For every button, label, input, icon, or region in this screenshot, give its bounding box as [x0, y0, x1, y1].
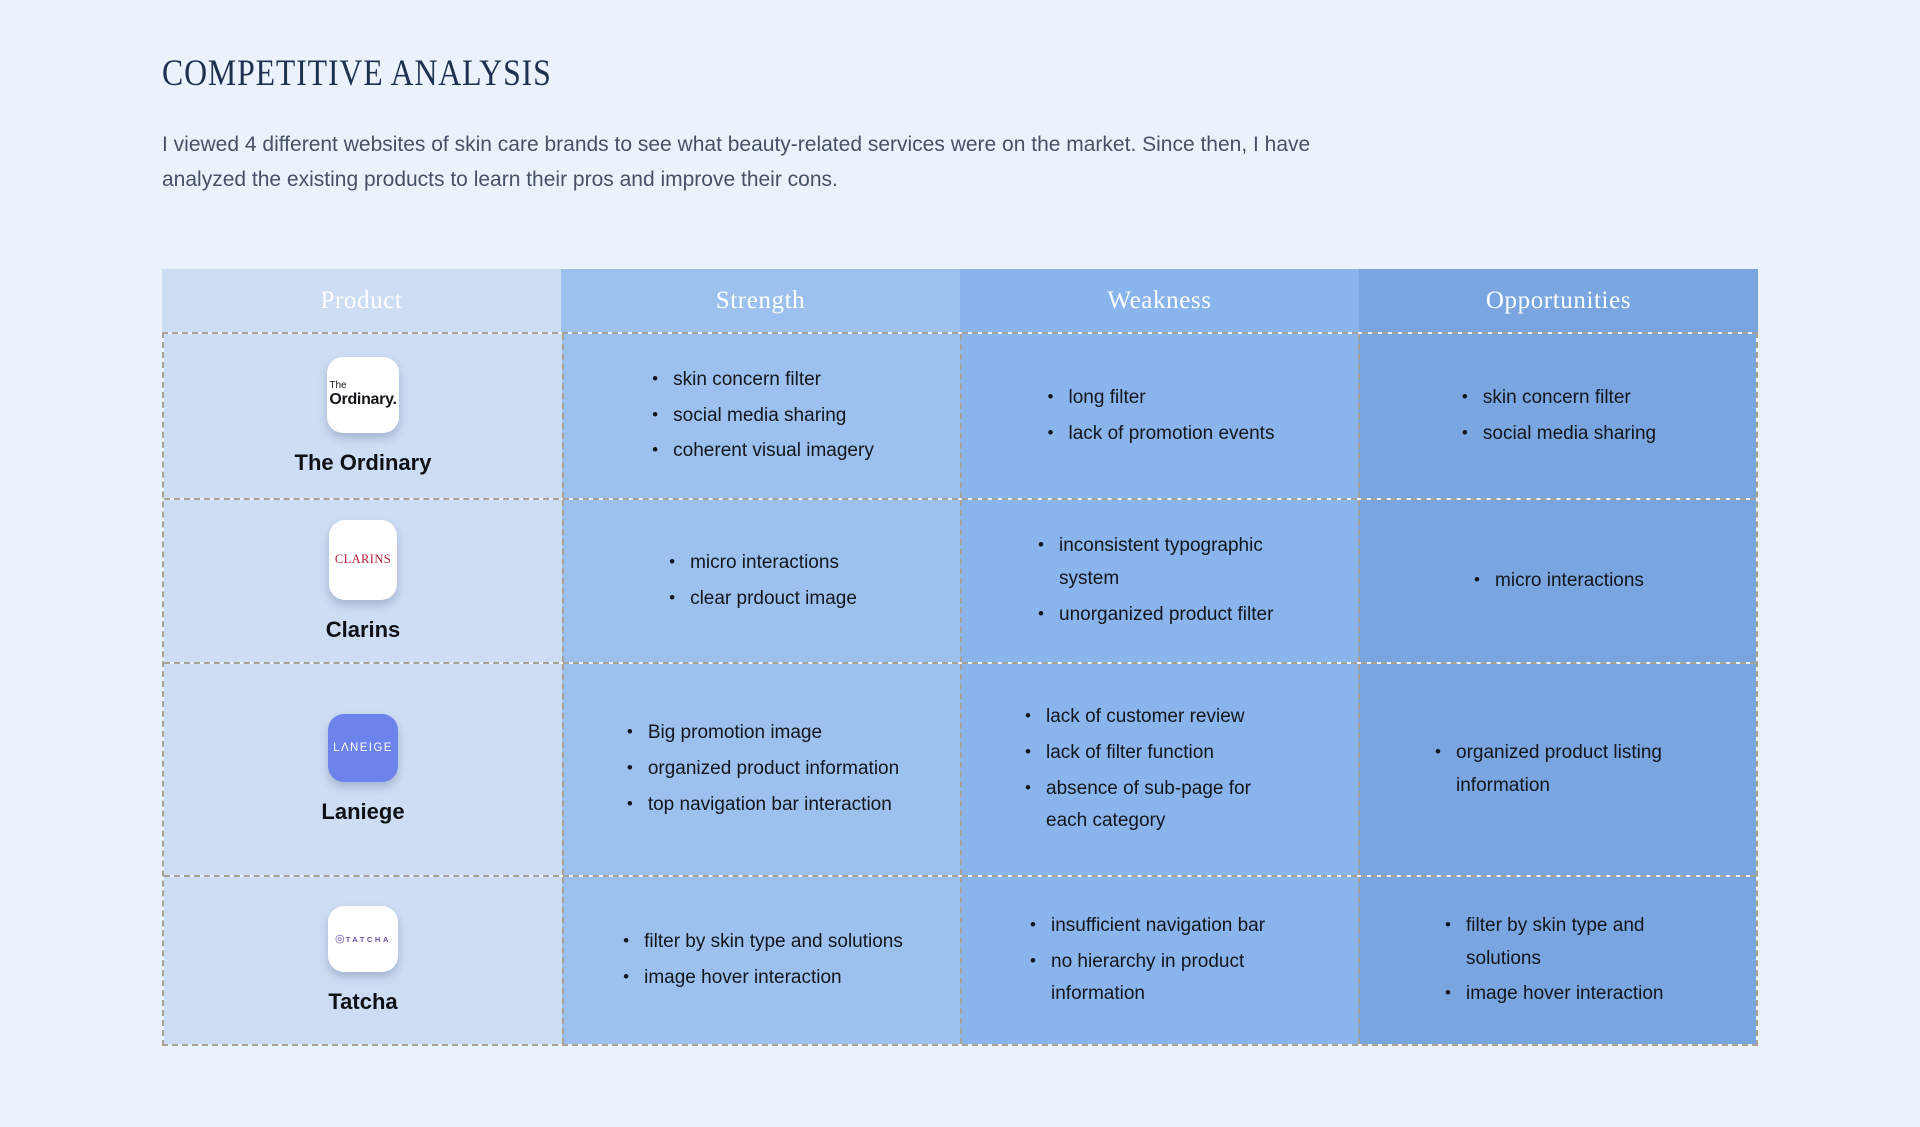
- brand-logo-text: [335, 934, 391, 945]
- bullet-item: • organized product listing information: [1433, 737, 1683, 802]
- bullet-item: • top navigation bar interaction: [625, 789, 899, 822]
- bullet-item: • skin concern filter: [650, 364, 874, 397]
- logo-line: TATCHA: [345, 934, 391, 944]
- bullet-item: • image hover interaction: [1443, 978, 1673, 1011]
- table-row: [164, 334, 1756, 498]
- bullet-item: • clear prdouct image: [667, 583, 857, 616]
- table-row: [164, 662, 1756, 875]
- brand-logo-text: [329, 380, 396, 409]
- bullet-item: • skin concern filter: [1460, 382, 1656, 415]
- strength-list: [667, 544, 857, 618]
- brand-name: Tatcha: [328, 989, 398, 1014]
- table-row: [164, 498, 1756, 662]
- logo-line: Ordinary.: [329, 391, 397, 409]
- brand-logo: [327, 357, 399, 433]
- logo-line: CLARINS: [334, 552, 392, 566]
- product-cell: [164, 877, 562, 1044]
- bullet-item: • micro interactions: [1472, 565, 1644, 598]
- opportunities-cell: [1358, 664, 1756, 875]
- column-header-product: Product: [162, 269, 561, 332]
- competitive-analysis-table: [162, 269, 1758, 1046]
- table-body: [162, 332, 1758, 1046]
- bullet-item: • lack of filter function: [1023, 737, 1297, 770]
- brand-logo-text: [335, 552, 391, 567]
- bullet-item: • lack of promotion events: [1046, 418, 1275, 451]
- product-cell: [164, 664, 562, 875]
- page-description: I viewed 4 different websites of skin care brands to see what beauty-related services were on the market. Since then, I have analyzed the existing products to learn their pros and improve their cons.: [162, 133, 1311, 191]
- opportunities-cell: [1358, 877, 1756, 1044]
- bullet-item: • coherent visual imagery: [650, 435, 874, 468]
- bullet-item: • unorganized product filter: [1036, 599, 1284, 632]
- bullet-item: • no hierarchy in product information: [1028, 946, 1292, 1011]
- bullet-item: • social media sharing: [1460, 418, 1656, 451]
- bullet-item: • organized product information: [625, 753, 899, 786]
- weakness-list: [1046, 379, 1275, 453]
- opportunities-list: [1460, 379, 1656, 453]
- opportunities-cell: [1358, 500, 1756, 662]
- weakness-list: [1036, 527, 1284, 634]
- bullet-item: • filter by skin type and solutions: [621, 926, 903, 959]
- brand-logo-text: [333, 742, 393, 754]
- weakness-cell: [960, 334, 1358, 498]
- weakness-list: [1028, 907, 1292, 1014]
- page-title: COMPETITIVE ANALYSIS: [162, 53, 552, 94]
- strength-list: [621, 923, 903, 997]
- brand-logo: [328, 906, 398, 972]
- logo-emblem-icon: ◎: [335, 932, 345, 945]
- table-header-row: [162, 269, 1758, 332]
- strength-list: [650, 361, 874, 471]
- brand-name: The Ordinary: [294, 449, 432, 475]
- bullet-item: • social media sharing: [650, 400, 874, 433]
- opportunities-list: [1433, 734, 1683, 805]
- product-cell: [164, 334, 562, 498]
- bullet-item: • micro interactions: [667, 547, 857, 580]
- opportunities-cell: [1358, 334, 1756, 498]
- strength-cell: [562, 334, 960, 498]
- brand-logo: [329, 520, 397, 600]
- weakness-cell: [960, 500, 1358, 662]
- strength-list: [625, 714, 899, 824]
- table-row: [164, 875, 1756, 1044]
- bullet-item: • Big promotion image: [625, 717, 899, 750]
- brand-name: Clarins: [325, 616, 401, 642]
- weakness-cell: [960, 664, 1358, 875]
- column-header-strength: Strength: [561, 269, 960, 332]
- bullet-item: • filter by skin type and solutions: [1443, 910, 1673, 975]
- product-cell: [164, 500, 562, 662]
- bullet-item: • insufficient navigation bar: [1028, 910, 1292, 943]
- bullet-item: • image hover interaction: [621, 962, 903, 995]
- strength-cell: [562, 877, 960, 1044]
- bullet-item: • long filter: [1046, 382, 1275, 415]
- bullet-item: • inconsistent typographic system: [1036, 530, 1284, 595]
- strength-cell: [562, 500, 960, 662]
- column-header-weakness: Weakness: [960, 269, 1359, 332]
- brand-logo: [328, 714, 398, 782]
- brand-name: Laniege: [321, 799, 405, 824]
- weakness-cell: [960, 877, 1358, 1044]
- logo-line: LΛNEIGE: [333, 742, 393, 754]
- column-header-opportunities: Opportunities: [1359, 269, 1758, 332]
- weakness-list: [1023, 698, 1297, 841]
- bullet-item: • absence of sub-page for each category: [1023, 773, 1297, 838]
- logo-line: The: [329, 380, 347, 392]
- strength-cell: [562, 664, 960, 875]
- opportunities-list: [1472, 562, 1644, 601]
- opportunities-list: [1443, 907, 1673, 1014]
- bullet-item: • lack of customer review: [1023, 701, 1297, 734]
